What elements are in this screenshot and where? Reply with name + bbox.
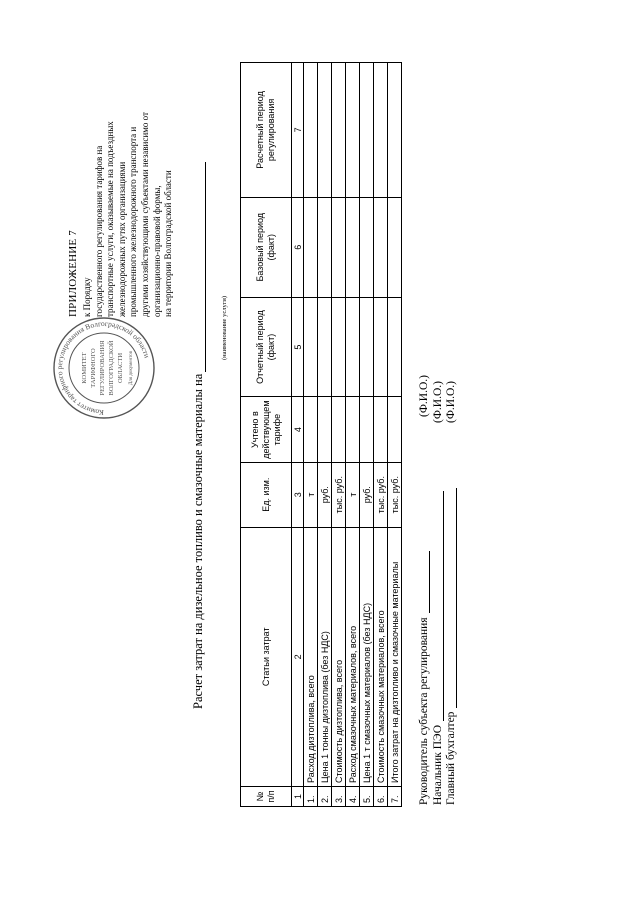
table-row [360,63,374,807]
column-number: 4 [292,397,304,462]
row-unit: тыс. руб. [388,462,402,527]
column-number: 2 [292,527,304,786]
stamp-line: ТАРИФНОГО [90,348,97,388]
signature-role: Главный бухгалтер [445,711,457,805]
header-num: № п/п [241,787,292,807]
appendix-line: государственного регулирования тарифов на [93,145,104,317]
header-item: Статьи затрат [241,527,292,786]
appendix-line: железнодорожных путях организациями [116,161,127,317]
row-item: Итого затрат на дизтопливо и смазочные материалы [388,527,402,786]
appendix-line: промышленного железнодорожного транспорта и [128,126,139,317]
row-unit: руб. [318,462,332,527]
cell-empty [318,297,332,397]
cell-empty [374,397,388,462]
row-num: 6. [374,787,388,807]
row-unit: тыс. руб. [374,462,388,527]
row-item: Стоимость дизтоплива, всего [332,527,346,786]
cell-empty [360,63,374,198]
row-item: Расход дизтоплива, всего [304,527,318,786]
cell-empty [346,63,360,198]
cell-empty [332,397,346,462]
appendix-description [82,17,175,317]
header-regulation-period: Расчетный период регулирования [241,63,292,198]
row-num: 2. [318,787,332,807]
cost-table [240,62,402,807]
cell-empty [304,397,318,462]
cell-empty [346,397,360,462]
row-num: 7. [388,787,402,807]
appendix-title: ПРИЛОЖЕНИЕ 7 [67,230,79,317]
signature-role: Руководитель субъекта регулирования [418,617,430,805]
cell-empty [318,397,332,462]
cell-empty [388,63,402,198]
column-number: 1 [292,787,304,807]
cell-empty [346,297,360,397]
cell-empty [332,63,346,198]
signature-role: Начальник ПЭО [432,724,444,805]
cell-empty [304,63,318,198]
row-unit: руб. [360,462,374,527]
row-unit: т [304,462,318,527]
cell-empty [318,197,332,297]
header-reporting-period: Отчетный период (факт) [241,297,292,397]
row-num: 4. [346,787,360,807]
stamp-line: РЕГУЛИРОВАНИЯ [99,340,106,396]
document-title-text: Расчет затрат на дизельное топливо и смазочные материалы на [191,373,205,709]
stamp-small-text: Для документов [129,350,134,386]
cell-empty [374,297,388,397]
row-num: 1. [304,787,318,807]
cell-empty [304,197,318,297]
row-num: 3. [332,787,346,807]
row-num: 5. [360,787,374,807]
column-number: 5 [292,297,304,397]
document-title [191,162,206,709]
signature-peo-head [432,491,444,805]
official-stamp [52,316,156,420]
cell-empty [318,63,332,198]
table-row [332,63,346,807]
cell-empty [388,397,402,462]
row-unit: тыс. руб. [332,462,346,527]
cell-empty [374,197,388,297]
cell-empty [346,197,360,297]
cell-empty [360,397,374,462]
stamp-line: ОБЛАСТИ [117,352,124,384]
table-row [304,63,318,807]
row-item: Стоимость смазочных материалов, всего [374,527,388,786]
column-number: 3 [292,462,304,527]
signature-line [446,488,457,708]
cell-empty [374,63,388,198]
appendix-line: транспортные услуги, оказываемые на подъездных [105,121,116,317]
cell-empty [388,197,402,297]
table-row [388,63,402,807]
row-unit: т [346,462,360,527]
stamp-line: ВОЛГОГРАДСКОЙ [108,340,115,396]
appendix-line: к Порядку [82,277,92,317]
row-item: Цена 1 т смазочных материалов (без НДС) [360,527,374,786]
cell-empty [360,297,374,397]
appendix-line: другими хозяйствующими субъектами независимо от [139,112,150,317]
signature-fio: (Ф.И.О.) [432,381,444,423]
table-row [346,63,360,807]
row-item: Расход смазочных материалов, всего [346,527,360,786]
cell-empty [332,197,346,297]
column-number-row [292,63,304,807]
column-number: 6 [292,197,304,297]
header-unit: Ед. изм. [241,462,292,527]
cell-empty [332,297,346,397]
cell-empty [360,197,374,297]
signature-fio: (Ф.И.О.) [445,381,457,423]
cell-empty [304,297,318,397]
signature-line [419,551,430,613]
appendix-line: на территории Волгоградской области [163,170,174,317]
table-row [374,63,388,807]
appendix-line: организационно-правовой формы, [151,185,162,317]
column-number: 7 [292,63,304,198]
row-item: Цена 1 тонны дизтоплива (без НДС) [318,527,332,786]
table-row [318,63,332,807]
service-name-blank [194,162,206,372]
stamp-ring-text: Комитет тарифного регулирования Волгоградской области [54,318,152,418]
signature-director [418,551,430,805]
cell-empty [388,297,402,397]
header-base-period: Базовый период (факт) [241,197,292,297]
header-current-tariff: Учтено в действующем тарифе [241,397,292,462]
service-name-caption: (наименование услуги) [221,295,228,360]
stamp-line: КОМИТЕТ [81,352,88,384]
signature-line [433,491,444,721]
signature-fio: (Ф.И.О.) [418,375,430,417]
signature-chief-accountant [445,488,457,805]
